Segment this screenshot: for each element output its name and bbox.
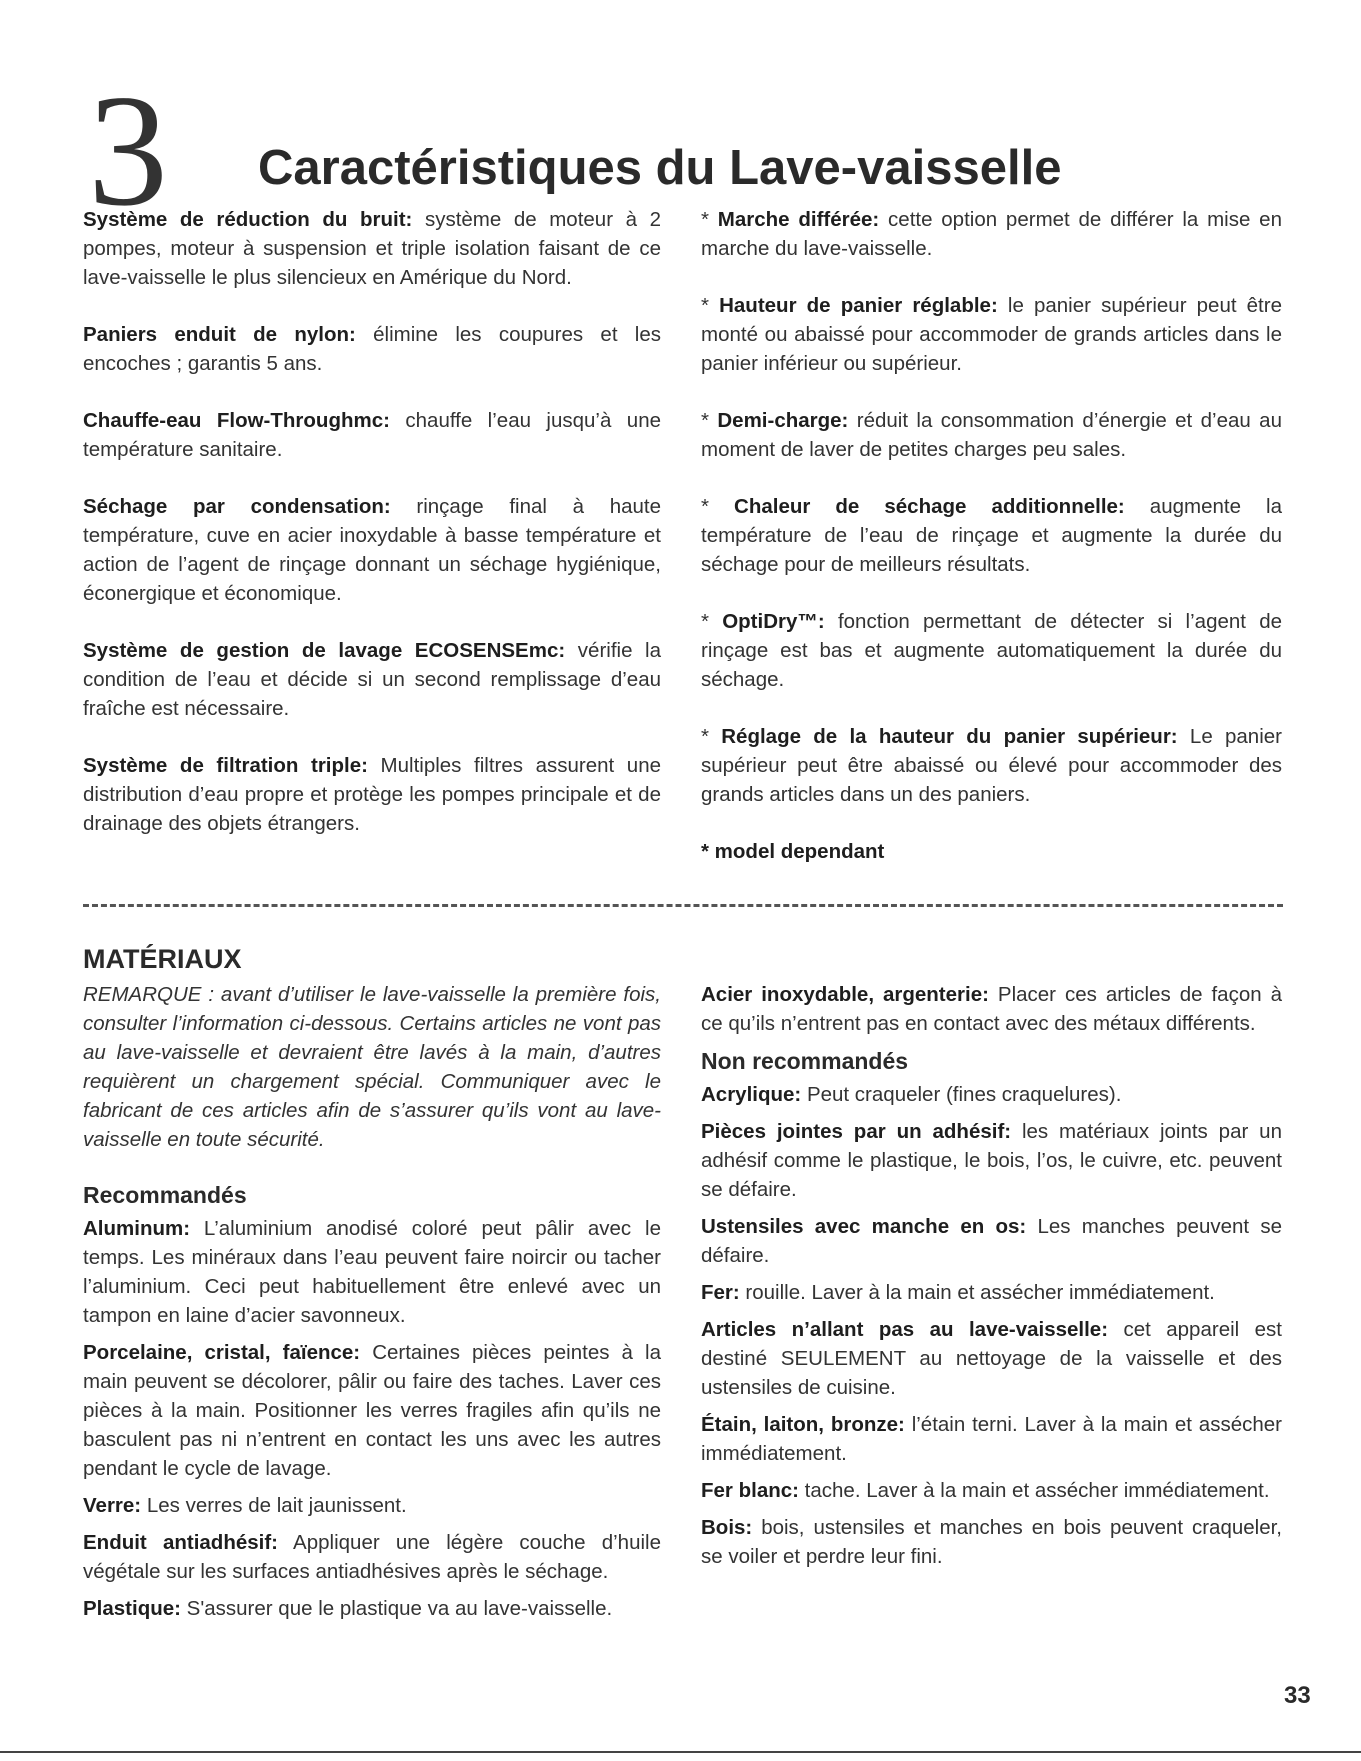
feature-item <box>701 205 1282 263</box>
feature-item <box>701 722 1282 809</box>
material-text: Les manches peuvent se défaire. <box>701 1215 1282 1267</box>
features-right-column <box>701 205 1282 894</box>
materials-title: MATÉRIAUX <box>83 944 242 974</box>
feature-text: Multiples filtres assurent une distribution d’eau propre et protège les pompes principale et de drainage des objets étrangers. <box>83 754 661 835</box>
feature-text: Le panier supérieur peut être abaissé ou élevé pour accommoder des grands articles dans un des paniers. <box>701 725 1282 806</box>
asterisk: * <box>701 294 720 317</box>
material-text: Peut craqueler (fines craquelures). <box>801 1083 1122 1106</box>
chapter-title: Caractéristiques du Lave-vaisselle <box>258 141 1062 195</box>
material-text: bois, ustensiles et manches en bois peuvent craqueler, se voiler et perdre leur fini. <box>701 1516 1282 1568</box>
material-label: Ustensiles avec manche en os: <box>701 1215 1027 1238</box>
material-text: les matériaux joints par un adhésif comme le plastique, le bois, l’os, le cuivre, etc. peuvent se défaire. <box>701 1120 1282 1201</box>
material-item <box>701 1315 1282 1402</box>
material-item <box>83 1528 661 1586</box>
material-text: l’étain terni. Laver à la main et assécher immédiatement. <box>701 1413 1282 1465</box>
feature-text: fonction permettant de détecter si l’agent de rinçage est bas et augmente automatiquement la durée du séchage. <box>701 610 1282 691</box>
material-label: Articles n’allant pas au lave-vaisselle: <box>701 1318 1109 1341</box>
material-item <box>83 1491 661 1520</box>
dashed-divider <box>83 904 1283 907</box>
material-label: Étain, laiton, bronze: <box>701 1413 905 1436</box>
materials-right-column <box>701 980 1282 1579</box>
feature-label: Système de réduction du bruit: <box>83 208 413 231</box>
feature-text: réduit la consommation d’énergie et d’eau au moment de laver de petites charges peu sales. <box>701 409 1282 461</box>
material-text: S'assurer que le plastique va au lave-vaisselle. <box>180 1597 613 1620</box>
feature-item <box>701 291 1282 378</box>
material-label: Porcelaine, cristal, faïence: <box>83 1341 361 1364</box>
feature-text: rinçage final à haute température, cuve en acier inoxydable à basse température et action de l’agent de rinçage donnant un séchage hygiénique, éconergique et économique. <box>83 495 662 605</box>
page-number: 33 <box>1284 1682 1311 1709</box>
material-item <box>701 1513 1282 1571</box>
feature-label: OptiDry™: <box>722 610 825 633</box>
bottom-rule <box>0 1751 1361 1753</box>
material-label: Acrylique: <box>701 1083 802 1106</box>
feature-label: Chauffe-eau Flow-Throughmc: <box>83 409 390 432</box>
material-text: Placer ces articles de façon à ce qu’ils n’entrent pas en contact avec des métaux différents. <box>701 983 1282 1035</box>
material-text: Les verres de lait jaunissent. <box>141 1494 407 1517</box>
features-left-column <box>83 205 661 866</box>
model-note <box>701 837 1282 866</box>
feature-label: Paniers enduit de nylon: <box>83 323 356 346</box>
feature-label: Chaleur de séchage additionnelle: <box>734 495 1125 518</box>
material-text: L’aluminium anodisé coloré peut pâlir avec le temps. Les minéraux dans l’eau peuvent faire noircir ou tacher l’aluminium. Ceci peut habituellement être enlevé avec un tampon en laine d’acier savonneux. <box>83 1217 661 1327</box>
material-text: tache. Laver à la main et assécher immédiatement. <box>798 1479 1270 1502</box>
material-item <box>83 1594 661 1623</box>
feature-label: Marche différée: <box>717 208 880 231</box>
material-item <box>701 1476 1282 1505</box>
material-item <box>701 980 1282 1038</box>
materials-left-column <box>83 980 661 1631</box>
feature-label: Demi-charge: <box>717 409 849 432</box>
feature-text: le panier supérieur peut être monté ou abaissé pour accommoder de grands articles dans le panier inférieur ou supérieur. <box>701 294 1282 375</box>
materials-note: REMARQUE : avant d’utiliser le lave-vaisselle la première fois, consulter l’information ci-dessous. Certains articles ne vont pas au lave-vaisselle et devraient être lavés à la main, d’autres requièrent un chargement spécial. Communiquer avec le fabricant de ces articles afin de s’assurer qu’ils vont au lave-vaisselle en toute sécurité. <box>83 983 661 1151</box>
material-text: Certaines pièces peintes à la main peuvent se décolorer, pâlir ou faire des taches. Laver ces pièces à la main. Positionner les verres fragiles afin qu’ils ne basculent pas ni n’entrent en contact les uns avec les autres pendant le cycle de lavage. <box>83 1341 661 1480</box>
chapter-number: 3 <box>88 61 168 239</box>
feature-text: chauffe l’eau jusqu’à une température sanitaire. <box>83 409 662 461</box>
material-label: Aluminum: <box>83 1217 191 1240</box>
material-label: Plastique: <box>83 1597 181 1620</box>
feature-text: cette option permet de différer la mise en marche du lave-vaisselle. <box>701 208 1282 260</box>
feature-item <box>701 607 1282 694</box>
material-label: Enduit antiadhésif: <box>83 1531 278 1554</box>
feature-item <box>83 320 661 378</box>
model-note-text: * model dependant <box>701 840 885 863</box>
material-item <box>701 1212 1282 1270</box>
asterisk: * <box>701 409 718 432</box>
not-recommended-heading: Non recommandés <box>701 1048 909 1074</box>
feature-label: Système de gestion de lavage ECOSENSEmc: <box>83 639 566 662</box>
feature-item <box>83 636 661 723</box>
material-label: Fer blanc: <box>701 1479 799 1502</box>
material-label: Bois: <box>701 1516 753 1539</box>
material-label: Verre: <box>83 1494 142 1517</box>
recommended-heading: Recommandés <box>83 1182 247 1208</box>
feature-text: système de moteur à 2 pompes, moteur à suspension et triple isolation faisant de ce lave-vaisselle le plus silencieux en Amérique du Nord. <box>83 208 661 289</box>
feature-text: élimine les coupures et les encoches ; garantis 5 ans. <box>83 323 662 375</box>
asterisk: * <box>701 495 735 518</box>
feature-item <box>701 492 1282 579</box>
feature-item <box>83 492 661 608</box>
material-text: Appliquer une légère couche d’huile végétale sur les surfaces antiadhésives après le séchage. <box>83 1531 661 1583</box>
material-item <box>701 1117 1282 1204</box>
feature-item <box>701 406 1282 464</box>
material-item <box>83 1214 661 1330</box>
asterisk: * <box>701 610 723 633</box>
material-text: cet appareil est destiné SEULEMENT au nettoyage de la vaisselle et des ustensiles de cuisine. <box>701 1318 1282 1399</box>
material-label: Fer: <box>701 1281 740 1304</box>
material-label: Acier inoxydable, argenterie: <box>701 983 989 1006</box>
material-item <box>701 1080 1282 1109</box>
material-item <box>701 1278 1282 1307</box>
asterisk: * <box>701 725 722 748</box>
material-text: rouille. Laver à la main et assécher immédiatement. <box>739 1281 1215 1304</box>
feature-label: Séchage par condensation: <box>83 495 391 518</box>
feature-text: augmente la température de l’eau de rinçage et augmente la durée du séchage pour de meilleurs résultats. <box>701 495 1282 576</box>
feature-item <box>83 406 661 464</box>
feature-item <box>83 205 661 292</box>
material-label: Pièces jointes par un adhésif: <box>701 1120 1012 1143</box>
feature-label: Système de filtration triple: <box>83 754 368 777</box>
feature-item <box>83 751 661 838</box>
material-item <box>701 1410 1282 1468</box>
asterisk: * <box>701 208 718 231</box>
feature-label: Réglage de la hauteur du panier supérieur: <box>721 725 1178 748</box>
material-item <box>83 1338 661 1483</box>
feature-text: vérifie la condition de l’eau et décide si un second remplissage d’eau fraîche est nécessaire. <box>83 639 662 720</box>
feature-label: Hauteur de panier réglable: <box>719 294 998 317</box>
